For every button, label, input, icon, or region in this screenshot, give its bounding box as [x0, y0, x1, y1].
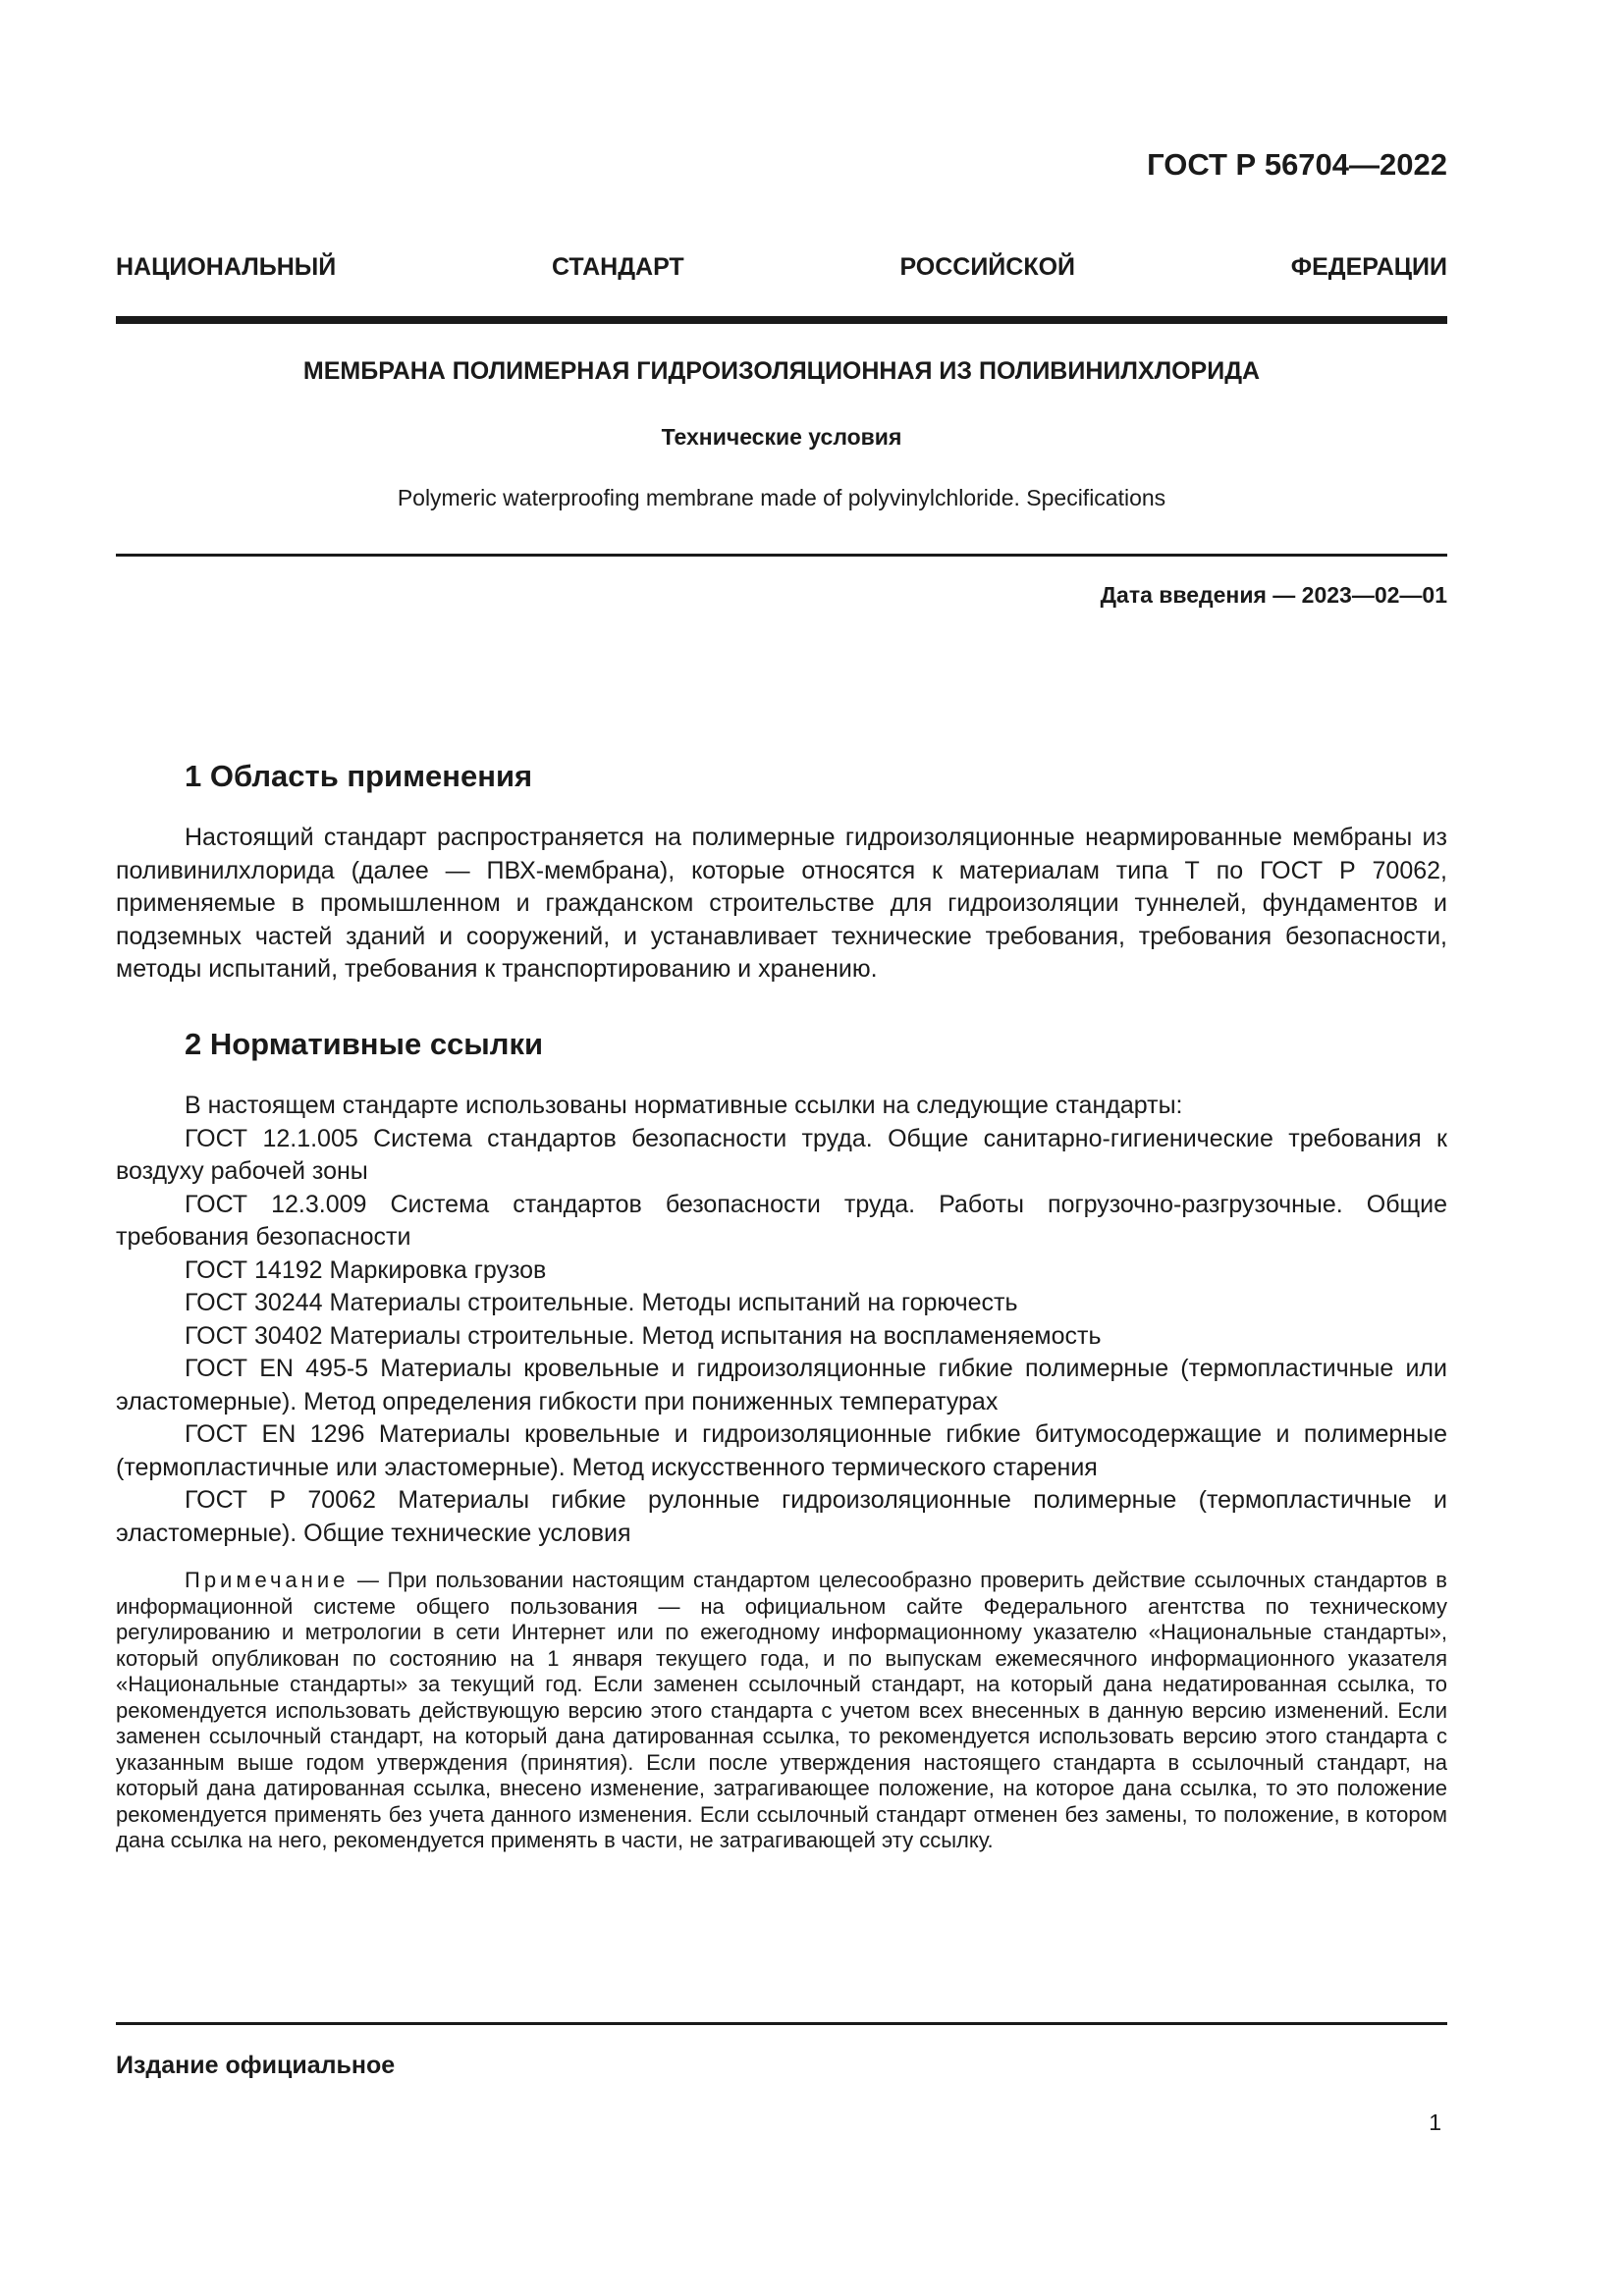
reference-item: ГОСТ 14192 Маркировка грузов [185, 1255, 547, 1284]
section-2-heading: 2 Нормативные ссылки [185, 1027, 544, 1061]
document-code: ГОСТ Р 56704—2022 [1147, 147, 1447, 182]
section-2-body [116, 1090, 1447, 1550]
section-1-body [116, 822, 1447, 987]
note-text: — При пользовании настоящим стандартом целесообразно проверить действие ссылочных стандартов в информационной системе общего пользования — на официальном сайте Федерального агентства по техническому регулированию и метрологии в сети Интернет или по ежегодному информационному указателю «Национальные стандарты», который опубликован по состоянию на 1 января текущего года, и по выпускам ежемесячного информационного указателя «Национальные стандарты» за текущий год. Если заменен ссылочный стандарт, на который дана недатированная ссылка, то рекомендуется использовать действующую версию этого стандарта с учетом всех внесенных в данную версию изменений. Если заменен ссылочный стандарт, на который дана датированная ссылка, то рекомендуется использовать версию этого стандарта с указанным выше годом утверждения (принятия). Если после утверждения настоящего стандарта в ссылочный стандарт, на который дана датированная ссылка, внесено изменение, затрагивающее положение, на которое дана ссылка, то это положение рекомендуется применять без учета данного изменения. Если ссылочный стандарт отменен без замены, то положение, в котором дана ссылка на него, рекомендуется применять в части, не затрагивающей эту ссылку. [116, 1568, 1447, 1852]
introduction-date: Дата введения — 2023—02—01 [1100, 582, 1447, 608]
header-divider-thin [116, 554, 1447, 557]
national-standard-title: НАЦИОНАЛЬНЫЙ СТАНДАРТ РОССИЙСКОЙ ФЕДЕРАЦИИ [116, 253, 1447, 281]
reference-item: ГОСТ 12.3.009 Система стандартов безопасности труда. Работы погрузочно-разгрузочные. Общие требования безопасности [116, 1190, 1447, 1251]
page-number: 1 [1429, 2109, 1441, 2135]
reference-item: ГОСТ EN 1296 Материалы кровельные и гидроизоляционные гибкие битумосодержащие и полимерные (термопластичные или эластомерные). Метод искусственного термического старения [116, 1420, 1447, 1481]
header-divider-thick [116, 316, 1447, 324]
reference-item: ГОСТ Р 70062 Материалы гибкие рулонные гидроизоляционные полимерные (термопластичные и эластомерные). Общие технические условия [116, 1486, 1447, 1547]
section-1-heading: 1 Область применения [185, 759, 533, 793]
reference-item: ГОСТ 30244 Материалы строительные. Методы испытаний на горючесть [185, 1289, 1018, 1316]
note-paragraph [116, 1568, 1447, 1854]
english-title: Polymeric waterproofing membrane made of polyvinylchloride. Specifications [397, 485, 1166, 510]
reference-item: ГОСТ 12.1.005 Система стандартов безопасности труда. Общие санитарно-гигиенические требования к воздуху рабочей зоны [116, 1124, 1447, 1185]
reference-item: ГОСТ 30402 Материалы строительные. Метод испытания на воспламеняемость [185, 1321, 1102, 1350]
references-note [116, 1568, 1447, 1854]
standard-title: МЕМБРАНА ПОЛИМЕРНАЯ ГИДРОИЗОЛЯЦИОННАЯ ИЗ ПОЛИВИНИЛХЛОРИДА [302, 357, 1261, 385]
standard-subtitle: Технические условия [661, 424, 902, 450]
note-label: Примечание [185, 1568, 350, 1592]
footer-divider [116, 2022, 1447, 2025]
official-edition-label: Издание официальное [116, 2052, 396, 2079]
scope-paragraph: Настоящий стандарт распространяется на полимерные гидроизоляционные неармированные мембраны из поливинилхлорида (далее — ПВХ-мембрана), которые относятся к материалам типа Т по ГОСТ Р 70062, применяемые в промышленном и гражданском строительстве для гидроизоляции туннелей, фундаментов и подземных частей зданий и сооружений, и устанавливает технические требования, требования безопасности, методы испытаний, требования к транспортированию и хранению. [116, 824, 1447, 983]
reference-item: ГОСТ EN 495-5 Материалы кровельные и гидроизоляционные гибкие полимерные (термопластичные или эластомерные). Метод определения гибкости при пониженных температурах [116, 1355, 1447, 1415]
references-intro: В настоящем стандарте использованы нормативные ссылки на следующие стандарты: [185, 1092, 1183, 1119]
